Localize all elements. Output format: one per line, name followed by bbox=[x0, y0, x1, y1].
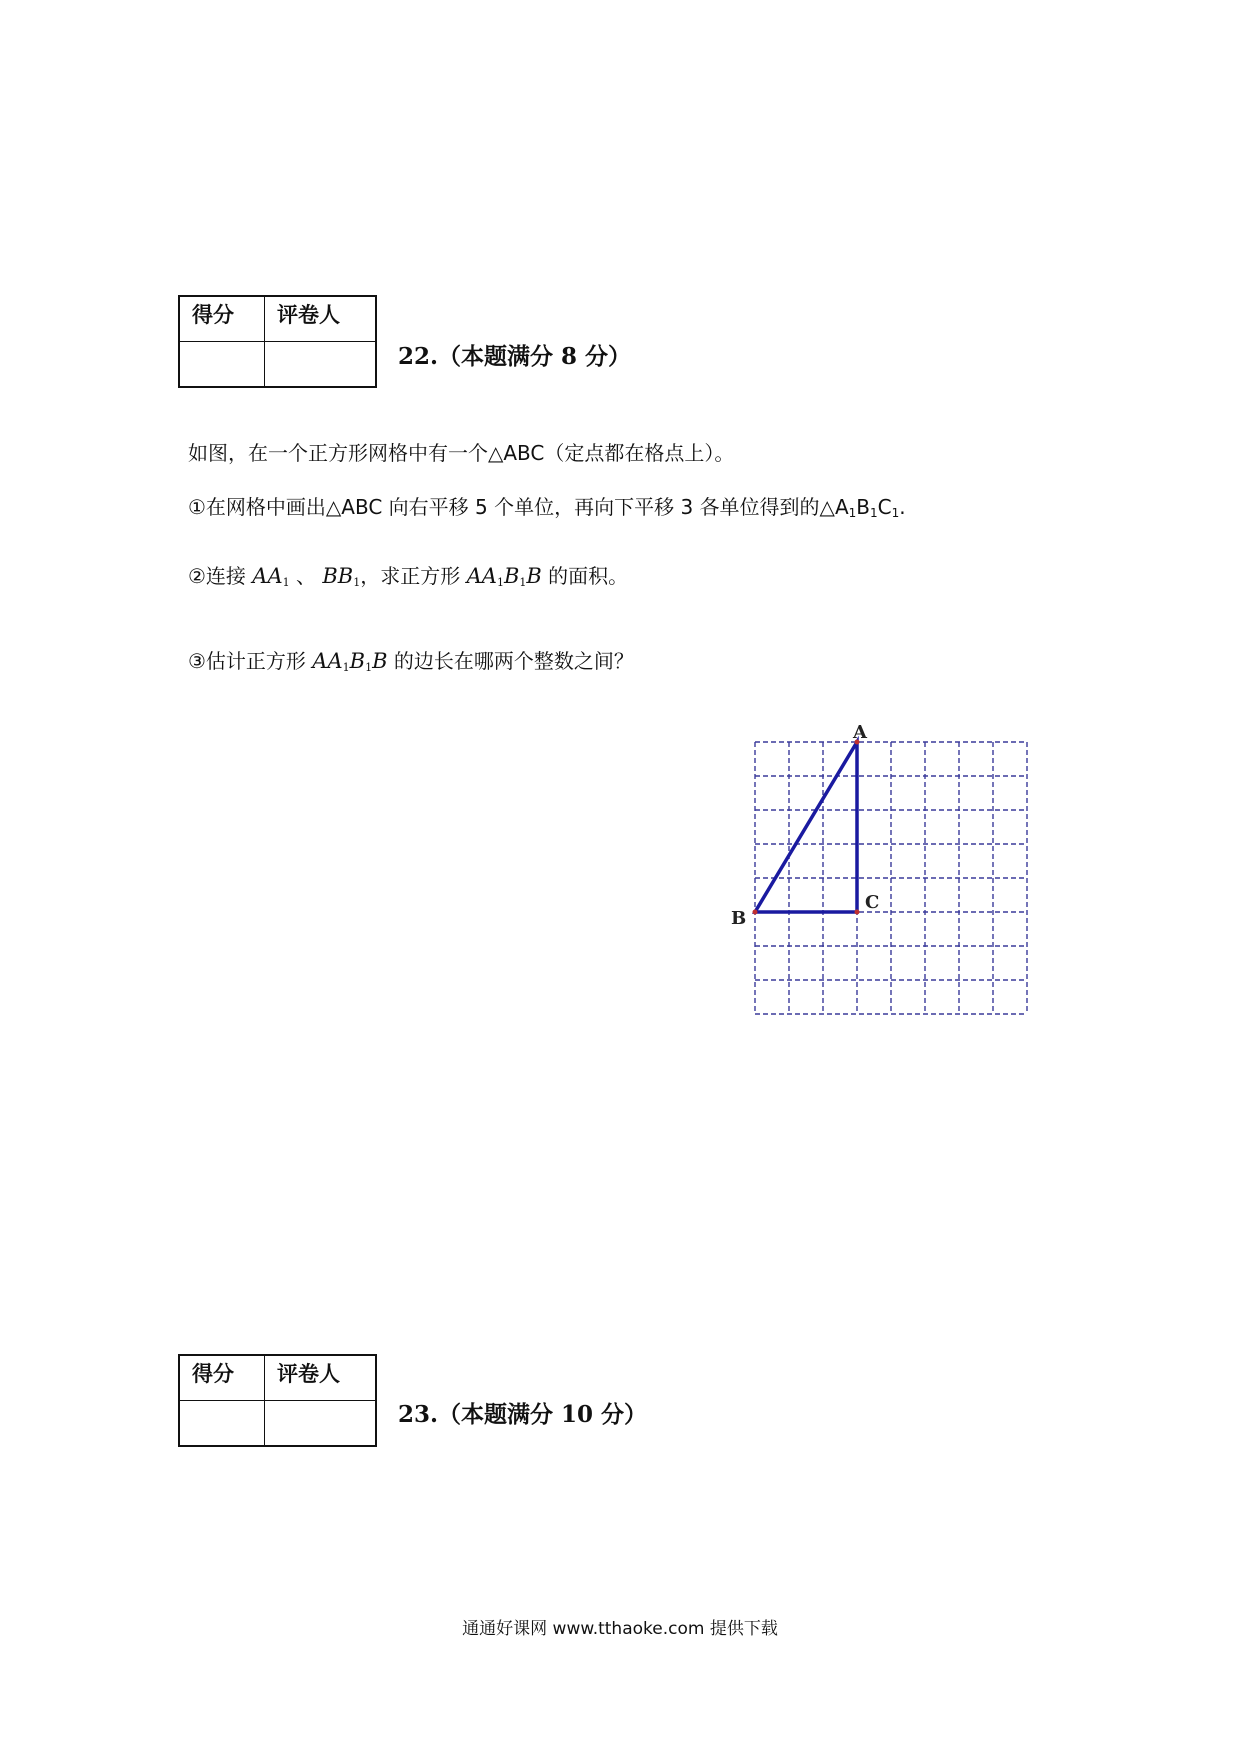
score-table-q22 bbox=[178, 295, 377, 388]
math-BB1: $BB_1$ bbox=[322, 564, 361, 589]
question-22-item-2: ②连接 $AA_1$ 、 $BB_1$，求正方形 $AA_1B_1B$ 的面积。 bbox=[188, 564, 629, 589]
score-table-q23 bbox=[178, 1354, 377, 1447]
score-cell bbox=[179, 342, 265, 388]
question-22-intro: 如图，在一个正方形网格中有一个△ABC（定点都在格点上）。 bbox=[188, 441, 735, 465]
grader-cell bbox=[265, 1401, 377, 1447]
score-header: 得分 bbox=[179, 296, 265, 342]
question-23-heading: 23.（本题满分 10 分） bbox=[398, 1401, 648, 1428]
vertex-b bbox=[753, 910, 758, 915]
grader-header: 评卷人 bbox=[265, 1355, 377, 1401]
vertex-label-a: A bbox=[853, 722, 867, 743]
question-22-heading: 22.（本题满分 8 分） bbox=[398, 343, 632, 370]
vertex-c bbox=[855, 910, 860, 915]
question-22-item-3: ③估计正方形 $AA_1B_1B$ 的边长在哪两个整数之间？ bbox=[188, 649, 634, 674]
math-AA1: $AA_1$ bbox=[252, 564, 290, 589]
math-AA1B1B: $AA_1B_1B$ bbox=[312, 649, 388, 674]
grader-cell bbox=[265, 342, 377, 388]
question-22-item-1: ①在网格中画出△ABC 向右平移 5 个单位，再向下平移 3 各单位得到的$\triangle A_1B_1C_1$. bbox=[188, 495, 906, 520]
grid-figure bbox=[725, 718, 1035, 1018]
vertex-label-b: B bbox=[731, 908, 747, 929]
grader-header: 评卷人 bbox=[265, 296, 377, 342]
score-header: 得分 bbox=[179, 1355, 265, 1401]
math-AA1B1B: $AA_1B_1B$ bbox=[466, 564, 542, 589]
score-cell bbox=[179, 1401, 265, 1447]
triangle-abc bbox=[755, 742, 857, 912]
page-footer: 通通好课网 www.tthaoke.com 提供下载 bbox=[462, 1619, 778, 1639]
vertex-label-c: C bbox=[865, 892, 880, 913]
square-grid bbox=[755, 742, 1027, 1014]
